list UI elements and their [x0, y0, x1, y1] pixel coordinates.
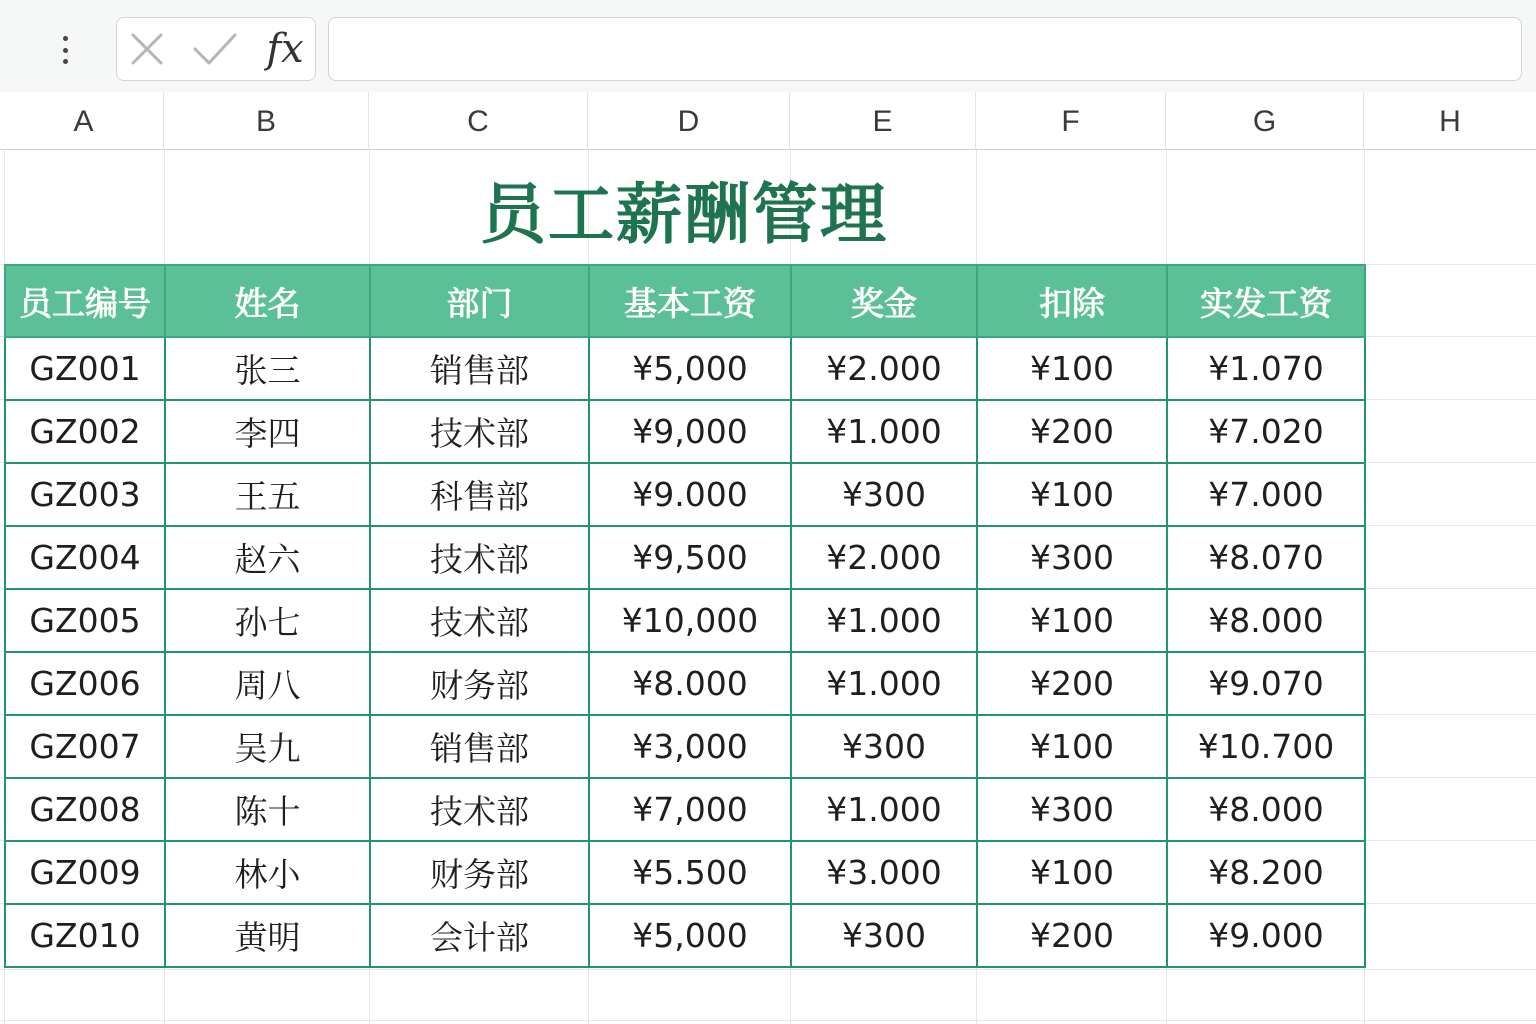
cell-employee-id[interactable]: GZ007 [5, 715, 165, 778]
cell-bonus[interactable]: ¥1.000 [791, 400, 977, 463]
table-row [5, 841, 1365, 904]
column-header-f[interactable]: F [976, 92, 1166, 150]
cell-deduction[interactable]: ¥100 [977, 337, 1167, 400]
cell-deduction[interactable]: ¥200 [977, 652, 1167, 715]
cell-department[interactable]: 科售部 [370, 463, 589, 526]
salary-table [4, 264, 1366, 968]
cell-employee-id[interactable]: GZ009 [5, 841, 165, 904]
cell-deduction[interactable]: ¥100 [977, 589, 1167, 652]
cell-employee-id[interactable]: GZ010 [5, 904, 165, 967]
header-deduction[interactable]: 扣除 [977, 265, 1167, 337]
more-options-icon[interactable] [52, 30, 78, 70]
cell-name[interactable]: 孙七 [165, 589, 370, 652]
cell-employee-id[interactable]: GZ008 [5, 778, 165, 841]
cell-deduction[interactable]: ¥100 [977, 463, 1167, 526]
table-row [5, 400, 1365, 463]
cell-department[interactable]: 技术部 [370, 400, 589, 463]
insert-function-button[interactable]: fx [266, 26, 304, 72]
header-employee-id[interactable]: 员工编号 [5, 265, 165, 337]
cell-department[interactable]: 技术部 [370, 589, 589, 652]
cell-base-salary[interactable]: ¥8.000 [589, 652, 791, 715]
cell-net-salary[interactable]: ¥10.700 [1167, 715, 1365, 778]
cell-employee-id[interactable]: GZ003 [5, 463, 165, 526]
table-row [5, 652, 1365, 715]
column-header-b[interactable]: B [164, 92, 369, 150]
header-row [5, 265, 1365, 337]
column-header-a[interactable]: A [4, 92, 164, 150]
cell-name[interactable]: 黄明 [165, 904, 370, 967]
x-icon [129, 31, 165, 67]
column-header-d[interactable]: D [588, 92, 790, 150]
cell-base-salary[interactable]: ¥5,000 [589, 904, 791, 967]
cell-base-salary[interactable]: ¥5,000 [589, 337, 791, 400]
cell-base-salary[interactable]: ¥9,000 [589, 400, 791, 463]
cell-base-salary[interactable]: ¥5.500 [589, 841, 791, 904]
cell-department[interactable]: 会计部 [370, 904, 589, 967]
cell-department[interactable]: 销售部 [370, 715, 589, 778]
cell-deduction[interactable]: ¥300 [977, 778, 1167, 841]
formula-bar [0, 0, 1536, 92]
cell-deduction[interactable]: ¥100 [977, 841, 1167, 904]
cell-employee-id[interactable]: GZ006 [5, 652, 165, 715]
cell-net-salary[interactable]: ¥9.070 [1167, 652, 1365, 715]
cell-department[interactable]: 财务部 [370, 841, 589, 904]
formula-input[interactable] [328, 17, 1522, 81]
table-row [5, 337, 1365, 400]
column-headers [0, 92, 1536, 150]
cell-employee-id[interactable]: GZ001 [5, 337, 165, 400]
table-row [5, 778, 1365, 841]
table-row [5, 715, 1365, 778]
cell-net-salary[interactable]: ¥1.070 [1167, 337, 1365, 400]
cell-deduction[interactable]: ¥100 [977, 715, 1167, 778]
cell-bonus[interactable]: ¥300 [791, 904, 977, 967]
cell-deduction[interactable]: ¥200 [977, 904, 1167, 967]
header-name[interactable]: 姓名 [165, 265, 370, 337]
header-bonus[interactable]: 奖金 [791, 265, 977, 337]
cell-department[interactable]: 技术部 [370, 778, 589, 841]
cell-bonus[interactable]: ¥300 [791, 463, 977, 526]
cell-net-salary[interactable]: ¥8.070 [1167, 526, 1365, 589]
cell-name[interactable]: 陈十 [165, 778, 370, 841]
confirm-formula-button[interactable] [187, 18, 243, 80]
cell-name[interactable]: 张三 [165, 337, 370, 400]
cell-deduction[interactable]: ¥300 [977, 526, 1167, 589]
cell-base-salary[interactable]: ¥7,000 [589, 778, 791, 841]
cell-bonus[interactable]: ¥1.000 [791, 652, 977, 715]
cell-base-salary[interactable]: ¥3,000 [589, 715, 791, 778]
column-header-c[interactable]: C [369, 92, 588, 150]
cell-employee-id[interactable]: GZ002 [5, 400, 165, 463]
cell-name[interactable]: 李四 [165, 400, 370, 463]
table-row [5, 904, 1365, 967]
header-department[interactable]: 部门 [370, 265, 589, 337]
table-row [5, 589, 1365, 652]
cancel-formula-button[interactable] [127, 18, 167, 80]
cell-bonus[interactable]: ¥3.000 [791, 841, 977, 904]
cell-base-salary[interactable]: ¥9.000 [589, 463, 791, 526]
cell-name[interactable]: 王五 [165, 463, 370, 526]
formula-controls [116, 17, 316, 81]
table-body [5, 337, 1365, 967]
cell-department[interactable]: 销售部 [370, 337, 589, 400]
cell-name[interactable]: 赵六 [165, 526, 370, 589]
cell-net-salary[interactable]: ¥7.000 [1167, 463, 1365, 526]
cell-base-salary[interactable]: ¥10,000 [589, 589, 791, 652]
cell-net-salary[interactable]: ¥7.020 [1167, 400, 1365, 463]
cell-bonus[interactable]: ¥1.000 [791, 778, 977, 841]
cell-bonus[interactable]: ¥2.000 [791, 526, 977, 589]
column-header-g[interactable]: G [1166, 92, 1364, 150]
cell-base-salary[interactable]: ¥9,500 [589, 526, 791, 589]
table-row [5, 463, 1365, 526]
cell-bonus[interactable]: ¥2.000 [791, 337, 977, 400]
cell-deduction[interactable]: ¥200 [977, 400, 1167, 463]
cell-employee-id[interactable]: GZ004 [5, 526, 165, 589]
check-icon [191, 31, 239, 67]
column-header-h[interactable]: H [1439, 105, 1461, 138]
cell-bonus[interactable]: ¥300 [791, 715, 977, 778]
cell-department[interactable]: 财务部 [370, 652, 589, 715]
cell-employee-id[interactable]: GZ005 [5, 589, 165, 652]
table-row [5, 526, 1365, 589]
sheet-title[interactable]: 员工薪酬管理 [480, 175, 888, 253]
cell-net-salary[interactable]: ¥9.000 [1167, 904, 1365, 967]
column-header-e[interactable]: E [790, 92, 976, 150]
cell-name[interactable]: 林小 [165, 841, 370, 904]
cell-department[interactable]: 技术部 [370, 526, 589, 589]
header-net-salary[interactable]: 实发工资 [1167, 265, 1365, 337]
cell-name[interactable]: 吴九 [165, 715, 370, 778]
cell-bonus[interactable]: ¥1.000 [791, 589, 977, 652]
cell-net-salary[interactable]: ¥8.000 [1167, 778, 1365, 841]
header-base-salary[interactable]: 基本工资 [589, 265, 791, 337]
cell-net-salary[interactable]: ¥8.200 [1167, 841, 1365, 904]
cell-net-salary[interactable]: ¥8.000 [1167, 589, 1365, 652]
cell-name[interactable]: 周八 [165, 652, 370, 715]
